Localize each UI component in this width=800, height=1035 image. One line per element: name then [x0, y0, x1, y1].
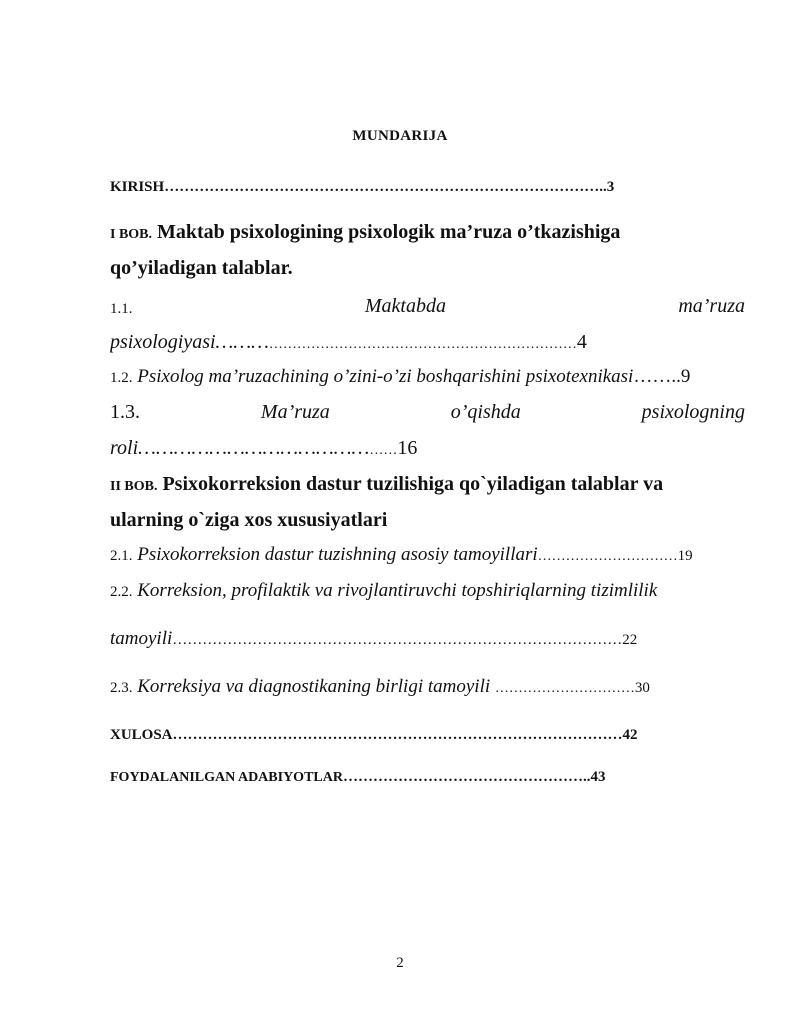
toc-dots: …….. — [633, 366, 681, 387]
toc-section-1-1 — [110, 294, 745, 318]
section-title: Psixokorreksion dastur tuzishning asosiy tamoyillari — [137, 544, 538, 565]
toc-page: 30 — [634, 680, 650, 696]
toc-entry-xulosa — [110, 726, 745, 744]
section-number: 1.1. — [110, 301, 133, 317]
toc-section-1-3 — [110, 400, 745, 424]
section-title-line-2: tamoyili — [110, 628, 173, 649]
toc-section-1-1-cont — [110, 330, 745, 354]
toc-entry-references — [110, 768, 745, 787]
toc-entry-kirish — [110, 178, 745, 196]
toc-section-1-2 — [110, 366, 745, 389]
section-title-cont: roli………………………………… — [110, 437, 370, 459]
section-number: 2.2. — [110, 584, 133, 600]
section-number: 2.3. — [110, 680, 133, 696]
chapter-title-line-1: Maktab psixologining psixologik ma’ruza o’tkazishiga — [157, 221, 621, 243]
chapter-title-line-1: Psixokorreksion dastur tuzilishiga qo`yiladigan talablar va — [162, 473, 664, 495]
toc-dots: …… — [369, 443, 398, 458]
toc-dots: ………………………… — [537, 549, 678, 564]
toc-section-2-2-cont — [110, 628, 745, 651]
section-word: ma’ruza — [678, 295, 745, 317]
page-number: 2 — [396, 955, 404, 971]
toc-page: 43 — [590, 769, 606, 785]
toc-page: 4 — [576, 331, 587, 353]
toc-dots: ………………………… — [494, 681, 635, 696]
toc-dots: ………………………………………….. — [342, 769, 591, 785]
chapter-prefix: I BOB. — [110, 227, 153, 242]
toc-label: FOYDALANILGAN ADABIYOTLAR — [110, 770, 343, 785]
page-title: MUNDARIJA — [352, 128, 448, 144]
toc-page: 9 — [680, 366, 691, 387]
section-title-cont: psixologiyasi……… — [110, 331, 269, 353]
section-title: Psixolog ma’ruzachining o’zini-o’zi boshqarishini psixotexnikasi — [137, 366, 634, 387]
toc-section-1-3-cont — [110, 436, 745, 460]
toc-label: XULOSA — [110, 727, 173, 743]
toc-label: KIRISH — [110, 179, 165, 195]
section-number: 1.3. — [110, 401, 140, 423]
toc-chapter-1 — [110, 220, 745, 244]
toc-dots: …………………………………………………………………………….. — [164, 179, 607, 195]
toc-page: 16 — [397, 437, 418, 459]
toc-chapter-2 — [110, 472, 745, 496]
section-number: 1.2. — [110, 370, 133, 386]
section-number: 2.1. — [110, 548, 133, 564]
chapter-title-line-2: qo’yiladigan talablar. — [110, 257, 293, 279]
toc-chapter-1-cont — [110, 256, 745, 280]
toc-dots: ………………………………………………………… — [268, 337, 577, 352]
toc-page: 3 — [606, 179, 615, 195]
toc-dots: ……………………………………………………………………………… — [172, 727, 623, 743]
section-word: psixologning — [641, 401, 745, 423]
chapter-title-line-2: ularning o`ziga xos xususiyatlari — [110, 509, 388, 531]
toc-chapter-2-cont — [110, 508, 745, 532]
chapter-prefix: II BOB. — [110, 479, 158, 494]
toc-section-2-1 — [110, 544, 745, 567]
section-title: Korreksiya va diagnostikaning birligi tamoyili — [137, 676, 491, 697]
section-word: o’qishda — [450, 401, 521, 423]
section-title-line-1: Korreksion, profilaktik va rivojlantiruvchi topshiriqlarning tizimlilik — [137, 580, 658, 601]
toc-page: 19 — [677, 548, 693, 564]
toc-section-2-2 — [110, 580, 745, 603]
section-word: Ma’ruza — [260, 401, 330, 423]
toc-page: 42 — [622, 727, 638, 743]
toc-dots: ……………………………………………………………………………… — [172, 632, 623, 648]
toc-page: 22 — [622, 632, 638, 648]
section-word: Maktabda — [364, 295, 446, 317]
toc-section-2-3 — [110, 676, 745, 699]
